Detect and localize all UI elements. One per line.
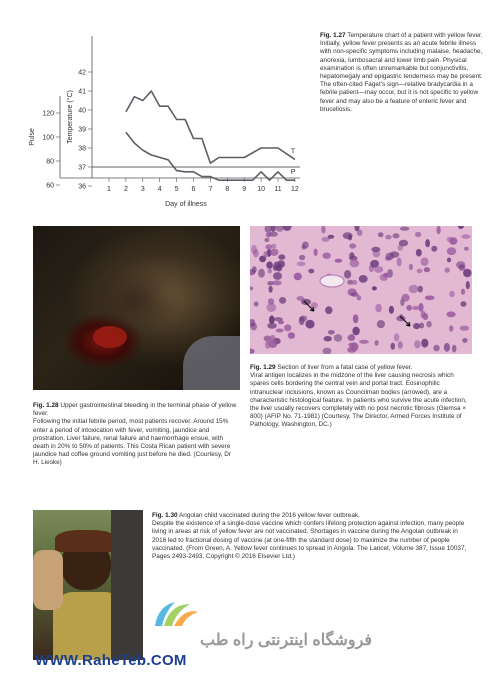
temperature-tick-label: 38 [78, 145, 86, 153]
nucleus [437, 226, 441, 234]
nucleus [416, 249, 422, 257]
x-axis-label: Day of illness [165, 201, 207, 208]
x-tick-label: 9 [242, 186, 247, 193]
nucleus [402, 294, 410, 302]
nucleus [385, 235, 391, 240]
nucleus [353, 314, 359, 323]
nucleus [335, 259, 343, 263]
nucleus [273, 272, 282, 280]
x-tick-label: 12 [291, 186, 299, 193]
vaccinated-child-photo [33, 510, 143, 660]
nucleus [378, 232, 384, 237]
temperature-tick-label: 41 [78, 88, 86, 96]
pulse-tick-label: 120 [42, 110, 54, 118]
nucleus [299, 255, 305, 260]
nucleus [421, 339, 428, 348]
nucleus [350, 260, 360, 268]
x-tick-label: 3 [140, 186, 145, 193]
nucleus [375, 304, 382, 313]
nucleus [271, 226, 276, 232]
nucleus [463, 269, 471, 278]
nucleus [250, 323, 257, 331]
nucleus [302, 242, 309, 249]
watermark-logo-icon [150, 598, 200, 628]
pulse-tick-label: 80 [46, 158, 54, 166]
watermark-url[interactable]: WWW.RaheTeb.COM [35, 652, 187, 669]
pulse-tick-label: 100 [42, 134, 54, 142]
nucleus [415, 232, 421, 237]
caption-fig-1-28 [33, 402, 238, 468]
watermark-store-name: فروشگاه اینترنتی راه طب [200, 632, 373, 649]
nucleus [268, 340, 277, 348]
nucleus [266, 303, 276, 312]
x-tick-label: 5 [174, 186, 179, 193]
nucleus [284, 324, 291, 331]
nucleus [324, 336, 332, 341]
temperature-axis-label: Temperature (°C) [67, 90, 74, 144]
nucleus [413, 323, 420, 329]
nucleus [301, 299, 311, 305]
series-line-p [126, 132, 295, 180]
nucleus [444, 343, 450, 352]
nucleus [461, 289, 465, 295]
nucleus [276, 226, 284, 232]
x-tick-label: 10 [257, 186, 265, 193]
nucleus [268, 269, 272, 274]
fig-title: Upper gastrointestinal bleeding in the terminal phase of yellow fever. [33, 402, 237, 418]
nucleus [417, 269, 423, 274]
nucleus [425, 239, 430, 247]
nucleus [258, 269, 265, 278]
nucleus [372, 286, 377, 290]
temperature-tick-label: 36 [78, 183, 86, 191]
nucleus [305, 320, 314, 329]
nucleus [272, 280, 282, 285]
nucleus [263, 251, 268, 258]
series-label-p: P [290, 169, 296, 177]
nucleus [409, 264, 413, 270]
nucleus [464, 247, 469, 251]
nucleus [447, 258, 451, 263]
x-tick-label: 1 [107, 186, 111, 193]
pulse-tick-label: 60 [46, 182, 54, 190]
nucleus [348, 343, 356, 347]
nucleus [350, 334, 355, 340]
nucleus [321, 226, 325, 233]
nucleus [461, 301, 467, 307]
nucleus [447, 311, 456, 317]
nucleus [399, 240, 408, 247]
nucleus [433, 345, 439, 352]
nucleus [447, 247, 457, 255]
nucleus [325, 306, 332, 314]
nucleus [288, 332, 295, 339]
nucleus [311, 302, 318, 308]
nucleus [374, 266, 383, 273]
nucleus [308, 269, 314, 274]
nucleus [400, 227, 409, 231]
nucleus [283, 226, 292, 231]
patient-bleeding-photo [33, 226, 240, 390]
caption-fig-1-30 [152, 512, 472, 561]
nucleus [419, 323, 424, 329]
nucleus [462, 338, 467, 343]
nucleus [397, 257, 402, 266]
nucleus [352, 327, 359, 336]
nucleus [267, 281, 273, 285]
nucleus [252, 266, 257, 273]
nucleus [294, 273, 302, 281]
nucleus [328, 235, 335, 239]
nucleus [299, 316, 307, 322]
nucleus [449, 291, 454, 297]
nucleus [254, 301, 259, 306]
nucleus [359, 275, 368, 283]
temperature-tick-label: 40 [78, 107, 86, 115]
nucleus [351, 292, 359, 296]
nucleus [394, 333, 399, 341]
fig-label: Fig. 1.30 [152, 512, 178, 519]
nucleus [264, 238, 269, 242]
nucleus [409, 285, 419, 293]
nucleus [297, 262, 306, 267]
caption-fig-1-29 [250, 364, 472, 430]
nucleus [328, 330, 335, 335]
x-tick-label: 6 [191, 186, 196, 193]
temperature-pulse-chart [0, 18, 300, 233]
nucleus [267, 323, 277, 329]
nucleus [250, 286, 253, 290]
nucleus [426, 321, 431, 328]
nucleus [276, 329, 284, 333]
fig-body: Viral antigen localizes in the midzone of the liver causing necrosis which spares cells bordering the central vein and portal tract. Eosinophilic intranuclear inclusions, known as Councilman bodies (arrowed), are a characteristic histological feature. In patients who survive the acute infection, the liver usually recovers completely with no post necrotic fibrosis (Giemsa × 800) (AFIP No. 71-1981) (Courtesy, The Director, Armed Forces Institute of Pathology, Washington, DC.) [250, 372, 467, 429]
nucleus [387, 269, 393, 278]
series-line-t [126, 91, 295, 163]
nucleus [391, 343, 396, 350]
nucleus [322, 253, 330, 259]
fig-title: Temperature chart of a patient with yellow fever. [347, 32, 483, 39]
nucleus [449, 325, 453, 331]
nucleus [344, 270, 351, 279]
fig-label: Fig. 1.29 [250, 364, 276, 371]
x-tick-label: 11 [274, 186, 282, 193]
nucleus [323, 348, 332, 354]
nucleus [461, 234, 470, 238]
nucleus [349, 252, 354, 258]
nucleus [456, 261, 465, 268]
nucleus [375, 340, 379, 346]
fig-title: Section of liver from a fatal case of yellow fever. [277, 364, 413, 371]
fig-title: Angolan child vaccinated during the 2016 yellow fever outbreak. [179, 512, 360, 519]
nucleus [431, 246, 437, 252]
temperature-tick-label: 39 [78, 126, 86, 134]
nucleus [389, 306, 394, 314]
nucleus [424, 267, 430, 272]
nucleus [279, 297, 286, 304]
nucleus [351, 280, 357, 285]
nucleus [349, 243, 356, 249]
nucleus [314, 249, 318, 256]
fig-body: Following the initial febrile period, most patients recover. Around 15% enter a period of intoxication with fever, vomiting, jaundice and prostration. Liver failure, renal failure and haemorrhage ensue, with death in 20% to 50% of patients. This Costa Rican patient with severe jaundice had coffee ground vomiting just before he died. (Courtesy, Dr H. Lieske) [33, 418, 231, 467]
x-tick-label: 4 [157, 186, 162, 193]
central-vein [320, 275, 344, 287]
caption-fig-1-27 [320, 32, 488, 114]
nucleus [270, 249, 279, 256]
nucleus [377, 320, 385, 328]
nucleus [414, 340, 421, 348]
nucleus [458, 226, 464, 229]
nucleus [398, 341, 403, 349]
nucleus [272, 244, 277, 249]
nucleus [269, 232, 278, 237]
nucleus [421, 257, 429, 266]
nucleus [278, 320, 284, 324]
nucleus [389, 251, 399, 257]
nucleus [393, 233, 400, 238]
fig-label: Fig. 1.28 [33, 402, 59, 409]
nucleus [253, 249, 259, 258]
nucleus [466, 281, 470, 289]
nucleus [265, 226, 272, 233]
fig-body: Despite the existence of a single-dose vaccine which confers lifelong protection against infection, many people living in areas at risk of yellow fever are not vaccinated. Shortages in vaccine during the Angolan outbreak in 2016 led to fractional dosing of vaccine (at one-fifth the standard dose) to maximize the number of people vaccinated. (From Green, A. Yellow fever continues to spread in Angola. The Lancet, Volume 387, Issue 10037, Pages 2493-2493. Copyright © 2016 Elsevier Ltd.) [152, 520, 467, 561]
series-label-t: T [290, 148, 296, 156]
nucleus [460, 326, 470, 331]
nucleus [265, 244, 272, 249]
nucleus [449, 237, 457, 244]
nucleus [277, 260, 285, 268]
x-tick-label: 2 [123, 186, 128, 193]
nucleus [250, 349, 255, 354]
nucleus [425, 296, 435, 301]
temperature-tick-label: 37 [78, 164, 86, 172]
nucleus [421, 311, 426, 319]
x-tick-label: 8 [225, 186, 230, 193]
nucleus [266, 261, 273, 268]
nucleus [418, 303, 423, 312]
nucleus [269, 286, 273, 293]
nucleus [278, 254, 285, 259]
x-tick-label: 7 [208, 186, 213, 193]
nucleus [371, 247, 380, 252]
nucleus [359, 340, 369, 344]
fig-label: Fig. 1.27 [320, 32, 346, 39]
liver-histology-photo [250, 226, 472, 354]
nucleus [334, 334, 342, 342]
nucleus [343, 232, 353, 239]
nucleus [445, 268, 450, 273]
nucleus [406, 305, 412, 311]
fig-body: Initially, yellow fever presents as an acute febrile illness with non-specific symptoms including malaise, headache, anorexia, lumbosacral and lower limb pain. Physical examination is often unremarkable but conjunctivitis, hepatomegaly and epigastric tenderness may be present. The often-cited Faget's sign—relative bradycardia in a febrile patient—may occur, but it is not specific to yellow fever and may also be a feature of enteric fever and brucellosis. [320, 40, 483, 113]
nucleus [452, 345, 457, 353]
pulse-axis-label: Pulse [29, 128, 36, 146]
temperature-tick-label: 42 [78, 69, 86, 77]
